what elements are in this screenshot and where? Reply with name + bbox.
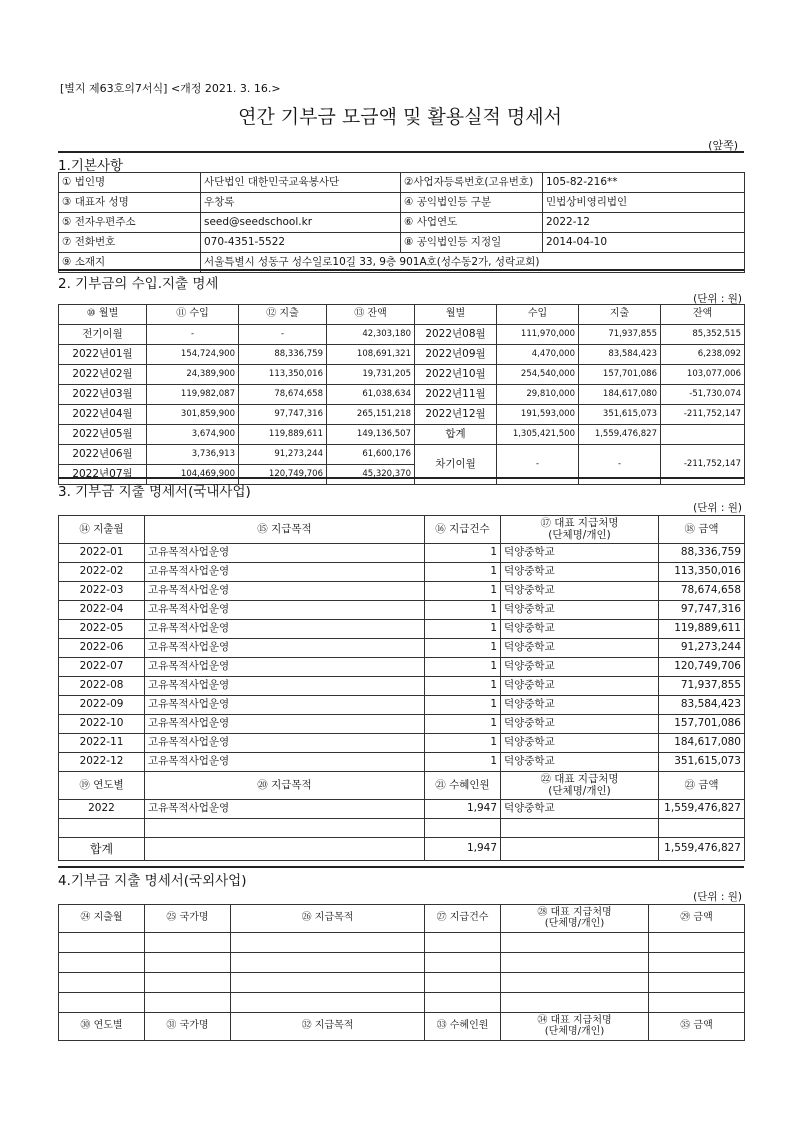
empty-cell <box>425 993 501 1013</box>
column-header: ㉕ 국가명 <box>145 905 231 933</box>
purpose-cell: 고유목적사업운영 <box>145 800 425 819</box>
field-label: ① 법인명 <box>59 173 201 193</box>
column-header: ㉒ 대표 지급처명 (단체명/개인) <box>501 772 659 800</box>
empty-cell <box>425 933 501 953</box>
empty-cell <box>145 973 231 993</box>
empty-cell <box>501 953 649 973</box>
field-label: ④ 공익법인등 구분 <box>401 193 543 213</box>
amount-cell: 97,747,316 <box>659 601 745 620</box>
section3-title: 3. 기부금 지출 명세서(국내사업) <box>58 484 251 500</box>
expense-cell: 351,615,073 <box>579 405 661 425</box>
month-cell: 2022-01 <box>59 544 145 563</box>
recipient-cell: 덕양중학교 <box>501 734 659 753</box>
empty-cell <box>231 973 425 993</box>
recipient-cell: 덕양중학교 <box>501 544 659 563</box>
month-cell: 2022-02 <box>59 563 145 582</box>
count-cell: 1 <box>425 639 501 658</box>
month-cell: 2022년02월 <box>59 365 147 385</box>
column-header: ㉓ 금액 <box>659 772 745 800</box>
column-header: ㉘ 대표 지급처명 (단체명/개인) <box>501 905 649 933</box>
header-row <box>59 516 745 544</box>
column-header: 수입 <box>497 305 579 325</box>
field-value: seed@seedschool.kr <box>201 213 401 233</box>
field-label: ⑧ 공익법인등 지정일 <box>401 233 543 253</box>
purpose-cell: 고유목적사업운영 <box>145 677 425 696</box>
balance-cell: 85,352,515 <box>661 325 745 345</box>
table-row <box>59 993 745 1013</box>
table-row <box>59 601 745 620</box>
income-cell: 111,970,000 <box>497 325 579 345</box>
empty-cell <box>59 933 145 953</box>
field-value: 2014-04-10 <box>543 233 745 253</box>
section4-unit: (단위 : 원) <box>693 891 742 903</box>
income-cell: - <box>497 445 579 485</box>
section1-title: 1.기본사항 <box>58 158 124 174</box>
header-row <box>59 305 745 325</box>
field-label: ③ 대표자 성명 <box>59 193 201 213</box>
header-row <box>59 905 745 933</box>
field-value: 2022-12 <box>543 213 745 233</box>
purpose-cell: 고유목적사업운영 <box>145 563 425 582</box>
empty-cell <box>649 993 745 1013</box>
total-amount: 1,559,476,827 <box>659 838 745 861</box>
expense-cell: 120,749,706 <box>239 465 327 485</box>
month-cell: 전기이월 <box>59 325 147 345</box>
income-cell: 301,859,900 <box>147 405 239 425</box>
income-cell: 104,469,900 <box>147 465 239 485</box>
column-header: ⑮ 지급목적 <box>145 516 425 544</box>
month-cell: 합계 <box>415 425 497 445</box>
purpose-cell: 고유목적사업운영 <box>145 658 425 677</box>
balance-cell: 42,303,180 <box>327 325 415 345</box>
month-cell: 2022-12 <box>59 753 145 772</box>
table-row <box>59 385 745 405</box>
empty-cell <box>231 993 425 1013</box>
recipient-cell: 덕양중학교 <box>501 753 659 772</box>
table-row <box>59 345 745 365</box>
amount-cell: 78,674,658 <box>659 582 745 601</box>
empty-cell <box>145 838 425 861</box>
table-row <box>59 405 745 425</box>
month-cell: 2022년10월 <box>415 365 497 385</box>
count-cell: 1 <box>425 601 501 620</box>
empty-cell <box>649 973 745 993</box>
field-value: 105-82-216** <box>543 173 745 193</box>
balance-cell: -211,752,147 <box>661 405 745 425</box>
count-cell: 1 <box>425 658 501 677</box>
count-cell: 1 <box>425 677 501 696</box>
month-cell: 2022-10 <box>59 715 145 734</box>
table-row <box>59 582 745 601</box>
month-cell: 2022-05 <box>59 620 145 639</box>
month-cell: 2022-08 <box>59 677 145 696</box>
recipient-cell: 덕양중학교 <box>501 658 659 677</box>
table-row <box>59 620 745 639</box>
amount-cell: 157,701,086 <box>659 715 745 734</box>
empty-cell <box>231 933 425 953</box>
empty-cell <box>501 973 649 993</box>
column-header: ⑭ 지출월 <box>59 516 145 544</box>
field-label: ②사업자등록번호(고유번호) <box>401 173 543 193</box>
count-cell: 1 <box>425 696 501 715</box>
purpose-cell: 고유목적사업운영 <box>145 715 425 734</box>
table-row <box>59 715 745 734</box>
table-row <box>59 753 745 772</box>
recipient-cell: 덕양중학교 <box>501 620 659 639</box>
amount-cell: 119,889,611 <box>659 620 745 639</box>
income-cell: 24,389,900 <box>147 365 239 385</box>
expense-cell: 83,584,423 <box>579 345 661 365</box>
empty-cell <box>231 953 425 973</box>
table-row <box>59 953 745 973</box>
empty-cell <box>145 953 231 973</box>
month-cell: 2022-07 <box>59 658 145 677</box>
header-row <box>59 772 745 800</box>
expense-cell: 97,747,316 <box>239 405 327 425</box>
month-cell: 2022년04월 <box>59 405 147 425</box>
field-label: ⑦ 전화번호 <box>59 233 201 253</box>
expense-cell: 71,937,855 <box>579 325 661 345</box>
empty-cell <box>501 838 659 861</box>
count-cell: 1 <box>425 734 501 753</box>
income-cell: 154,724,900 <box>147 345 239 365</box>
expense-cell: - <box>239 325 327 345</box>
month-cell: 2022년07월 <box>59 465 147 485</box>
column-header: ⑬ 잔액 <box>327 305 415 325</box>
recipient-cell: 덕양중학교 <box>501 601 659 620</box>
month-cell: 2022년08월 <box>415 325 497 345</box>
count-cell: 1 <box>425 582 501 601</box>
count-cell: 1 <box>425 563 501 582</box>
expense-cell: 88,336,759 <box>239 345 327 365</box>
balance-cell: 61,600,176 <box>327 445 415 465</box>
column-header: ⑲ 연도별 <box>59 772 145 800</box>
info-row <box>59 173 745 193</box>
empty-cell <box>649 953 745 973</box>
section-divider <box>58 151 744 153</box>
amount-cell: 113,350,016 <box>659 563 745 582</box>
beneficiaries-cell: 1,947 <box>425 800 501 819</box>
empty-cell <box>145 819 425 838</box>
column-header: ㉜ 지급목적 <box>231 1013 425 1041</box>
empty-cell <box>145 933 231 953</box>
column-header: ㉙ 금액 <box>649 905 745 933</box>
table-row <box>59 639 745 658</box>
balance-cell: 103,077,006 <box>661 365 745 385</box>
month-cell: 2022-06 <box>59 639 145 658</box>
expense-cell: 78,674,658 <box>239 385 327 405</box>
section4-title: 4.기부금 지출 명세서(국외사업) <box>58 873 247 889</box>
table-row <box>59 563 745 582</box>
column-header: ㉑ 수혜인원 <box>425 772 501 800</box>
column-header: ㉛ 국가명 <box>145 1013 231 1041</box>
field-value: 사단법인 대한민국교육봉사단 <box>201 173 401 193</box>
field-value: 070-4351-5522 <box>201 233 401 253</box>
income-cell: - <box>147 325 239 345</box>
document-title: 연간 기부금 모금액 및 활용실적 명세서 <box>238 106 562 128</box>
column-header: ㉖ 지급목적 <box>231 905 425 933</box>
purpose-cell: 고유목적사업운영 <box>145 620 425 639</box>
amount-cell: 83,584,423 <box>659 696 745 715</box>
month-cell: 2022년11월 <box>415 385 497 405</box>
amount-cell: 71,937,855 <box>659 677 745 696</box>
amount-cell: 91,273,244 <box>659 639 745 658</box>
balance-cell: 265,151,218 <box>327 405 415 425</box>
balance-cell: 6,238,092 <box>661 345 745 365</box>
info-row <box>59 233 745 253</box>
amount-cell: 1,559,476,827 <box>659 800 745 819</box>
total-beneficiaries: 1,947 <box>425 838 501 861</box>
table-row <box>59 544 745 563</box>
expense-cell: 113,350,016 <box>239 365 327 385</box>
month-cell: 2022년03월 <box>59 385 147 405</box>
table-row <box>59 696 745 715</box>
column-header: ⑯ 지급건수 <box>425 516 501 544</box>
empty-cell <box>425 819 501 838</box>
income-cell: 119,982,087 <box>147 385 239 405</box>
info-row <box>59 193 745 213</box>
field-label: ⑤ 전자우편주소 <box>59 213 201 233</box>
column-header: ㉔ 지출월 <box>59 905 145 933</box>
purpose-cell: 고유목적사업운영 <box>145 734 425 753</box>
info-row <box>59 213 745 233</box>
empty-cell <box>59 819 145 838</box>
month-cell: 2022-11 <box>59 734 145 753</box>
table-row <box>59 800 745 819</box>
year-cell: 2022 <box>59 800 145 819</box>
month-cell: 2022년09월 <box>415 345 497 365</box>
column-header: 지출 <box>579 305 661 325</box>
column-header: ⑪ 수입 <box>147 305 239 325</box>
income-cell: 254,540,000 <box>497 365 579 385</box>
month-cell: 2022년01월 <box>59 345 147 365</box>
balance-cell <box>661 425 745 445</box>
purpose-cell: 고유목적사업운영 <box>145 544 425 563</box>
month-cell: 2022년06월 <box>59 445 147 465</box>
amount-cell: 120,749,706 <box>659 658 745 677</box>
month-cell: 2022-03 <box>59 582 145 601</box>
balance-cell: 45,320,370 <box>327 465 415 485</box>
count-cell: 1 <box>425 620 501 639</box>
empty-cell <box>501 933 649 953</box>
expense-cell: 157,701,086 <box>579 365 661 385</box>
field-label: ⑥ 사업연도 <box>401 213 543 233</box>
carry-over-label: 차기이월 <box>415 445 497 485</box>
section-divider <box>58 866 744 868</box>
table-row <box>59 325 745 345</box>
purpose-cell: 고유목적사업운영 <box>145 696 425 715</box>
empty-cell <box>59 953 145 973</box>
column-header: ㉗ 지급건수 <box>425 905 501 933</box>
expense-cell: 119,889,611 <box>239 425 327 445</box>
table-row <box>59 677 745 696</box>
section3-unit: (단위 : 원) <box>693 502 742 514</box>
recipient-cell: 덕양중학교 <box>501 715 659 734</box>
table-row <box>59 819 745 838</box>
table-row <box>59 933 745 953</box>
amount-cell: 351,615,073 <box>659 753 745 772</box>
domestic-expense-table <box>58 515 745 861</box>
month-cell: 2022년05월 <box>59 425 147 445</box>
table-row <box>59 734 745 753</box>
balance-cell: -51,730,074 <box>661 385 745 405</box>
balance-cell: 108,691,321 <box>327 345 415 365</box>
empty-cell <box>425 953 501 973</box>
balance-cell: 19,731,205 <box>327 365 415 385</box>
column-header: ㉝ 수혜인원 <box>425 1013 501 1041</box>
recipient-cell: 덕양중학교 <box>501 582 659 601</box>
empty-cell <box>649 933 745 953</box>
column-header: ⑩ 월별 <box>59 305 147 325</box>
empty-cell <box>425 973 501 993</box>
table-row <box>59 973 745 993</box>
empty-cell <box>145 993 231 1013</box>
column-header: ⑰ 대표 지급처명 (단체명/개인) <box>501 516 659 544</box>
header-row <box>59 1013 745 1041</box>
expense-cell: 1,559,476,827 <box>579 425 661 445</box>
table-row <box>59 365 745 385</box>
empty-cell <box>59 993 145 1013</box>
table-row <box>59 425 745 445</box>
expense-cell: 91,273,244 <box>239 445 327 465</box>
income-cell: 191,593,000 <box>497 405 579 425</box>
purpose-cell: 고유목적사업운영 <box>145 753 425 772</box>
basic-info-table <box>58 172 745 273</box>
column-header: ⑫ 지출 <box>239 305 327 325</box>
table-row <box>59 658 745 677</box>
overseas-expense-table <box>58 904 745 1041</box>
purpose-cell: 고유목적사업운영 <box>145 639 425 658</box>
field-value: 우창록 <box>201 193 401 213</box>
recipient-cell: 덕양중학교 <box>501 696 659 715</box>
income-cell: 3,674,900 <box>147 425 239 445</box>
income-cell: 3,736,913 <box>147 445 239 465</box>
column-header: 월별 <box>415 305 497 325</box>
amount-cell: 184,617,080 <box>659 734 745 753</box>
income-expense-table <box>58 304 745 485</box>
field-value: 서울특별시 성동구 성수일로10길 33, 9층 901A호(성수동2가, 성락교회) <box>201 253 745 273</box>
column-header: ㉚ 연도별 <box>59 1013 145 1041</box>
column-header: ㉞ 대표 지급처명 (단체명/개인) <box>501 1013 649 1041</box>
month-cell: 2022-09 <box>59 696 145 715</box>
empty-cell <box>59 973 145 993</box>
income-cell: 1,305,421,500 <box>497 425 579 445</box>
empty-cell <box>501 819 659 838</box>
count-cell: 1 <box>425 715 501 734</box>
empty-cell <box>501 993 649 1013</box>
month-cell: 2022년12월 <box>415 405 497 425</box>
page-side-label: (앞쪽) <box>708 139 738 152</box>
column-header: ㉟ 금액 <box>649 1013 745 1041</box>
field-value: 민법상비영리법인 <box>543 193 745 213</box>
total-label: 합계 <box>59 838 145 861</box>
empty-cell <box>659 819 745 838</box>
expense-cell: - <box>579 445 661 485</box>
recipient-cell: 덕양중학교 <box>501 800 659 819</box>
recipient-cell: 덕양중학교 <box>501 639 659 658</box>
purpose-cell: 고유목적사업운영 <box>145 582 425 601</box>
balance-cell: -211,752,147 <box>661 445 745 485</box>
balance-cell: 61,038,634 <box>327 385 415 405</box>
expense-cell: 184,617,080 <box>579 385 661 405</box>
month-cell: 2022-04 <box>59 601 145 620</box>
count-cell: 1 <box>425 753 501 772</box>
field-label: ⑨ 소재지 <box>59 253 201 273</box>
form-reference: [별지 제63호의7서식] <개정 2021. 3. 16.> <box>60 82 281 95</box>
column-header: 잔액 <box>661 305 745 325</box>
table-row <box>59 445 745 465</box>
purpose-cell: 고유목적사업운영 <box>145 601 425 620</box>
column-header: ⑱ 금액 <box>659 516 745 544</box>
column-header: ⑳ 지급목적 <box>145 772 425 800</box>
income-cell: 29,810,000 <box>497 385 579 405</box>
balance-cell: 149,136,507 <box>327 425 415 445</box>
section2-unit: (단위 : 원) <box>693 293 742 305</box>
recipient-cell: 덕양중학교 <box>501 563 659 582</box>
total-row <box>59 838 745 861</box>
section-divider <box>58 477 744 479</box>
recipient-cell: 덕양중학교 <box>501 677 659 696</box>
section2-title: 2. 기부금의 수입.지출 명세 <box>58 276 219 292</box>
income-cell: 4,470,000 <box>497 345 579 365</box>
section-divider <box>58 269 744 271</box>
count-cell: 1 <box>425 544 501 563</box>
amount-cell: 88,336,759 <box>659 544 745 563</box>
